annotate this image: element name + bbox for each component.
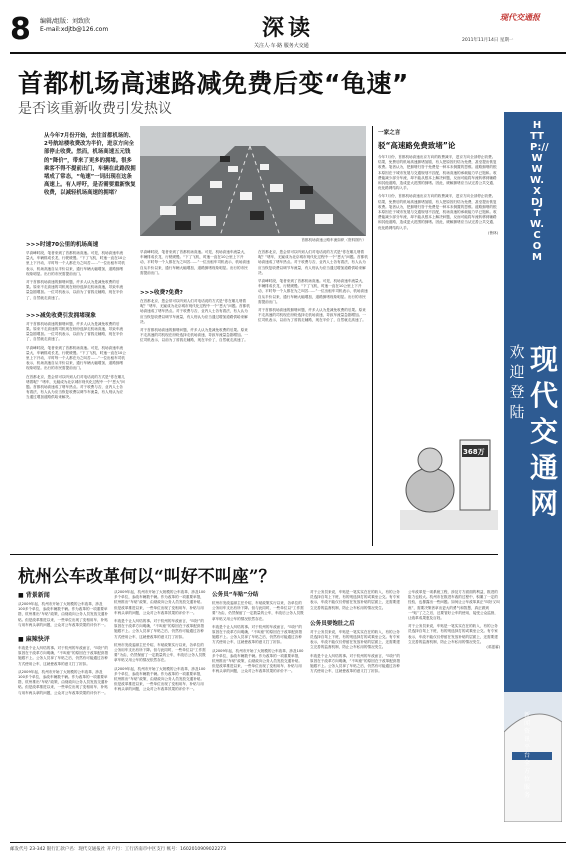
col3-subtitle: 公务员“车贴”分结: [212, 592, 259, 598]
banner-welcome: 欢迎登陆: [509, 343, 525, 421]
website-banner: [504, 112, 562, 822]
toll-illustration: [400, 420, 498, 530]
side-text: 今年7月份，首都机场高速出京方向的收费减半，进京方向全部停止收费。结果，免费后的机场高速拥堵加剧，有人把原因归结为免费，甚至提出恢复收费。笔者认为，把拥堵归咎于免费是一种本末倒置的思维。道路拥堵的根本原因在于城市发展与交通规划不匹配，机场高速的承载能力早已饱和。收费能减少部分车流，却不能从根本上解决问题，反而可能将车流转移到辅路和其他道路，造成更大范围的拥堵。因此，缓解拥堵应当从完善公共交通、优化路网结构入手。: [378, 155, 497, 191]
banner-motto: 新闻资讯平台 全方位服务: [523, 712, 530, 799]
col2b-text-b: 车改是个让人纠结的事。对于杭州的车改而言，“叫好”的原因在于改革方向明确，“不叫座”的原因在于改革配套措施跟不上。公务人员拿了车贴之后，仍然有可能通过各种方式使用公车，这就使改革的意义打了折扣。: [114, 619, 204, 639]
story2-col1: [18, 590, 108, 696]
s2-text-more: 在首都北京，您会常可以听到人们对电话说的方式是“你在哪儿堵着呢？”堵车，无疑成为北京城市现代化过程中一个“恶大”问题。首都机场高速成了堵车热点。对于收费与否，业内人士各有看法，有人认为应当恢复收费以调节车流量，有人则认为应当通过增加道路供给来解决。: [26, 374, 126, 400]
s2-text-cont: 早高峰时段，笔者来到了首都机场高速。可见，机场高速车流量大，车辆排成长龙，行驶缓慢。“下了飞机，时速一直在10公里上下开动，平时每一个人都在为之叫苦……”一位出租车司机表示，机场高速自从半价以来，通行车辆大幅增加，道路拥堵现象明显。出行的市民需提前出门。: [26, 345, 126, 371]
col2b-text-a: 从2009年起，杭州市开始了大规模的公车改革，涉及100多个单位，参改车辆数千辆。作为改革的一项重要举措，杭州推出“车贴”政策，由财政向公务人员发放交通补贴。但是改革推进以来，一些单位出现了变相用车、补贴与用车两头拿的问题，公众对公车改革效果的评价不一。: [114, 590, 206, 615]
bg-news-text: 从2009年起，杭州市开始了大规模的公车改革，涉及100多个单位，参改车辆数千辆。作为改革的一项重要举措，杭州推出“车贴”政策，由财政向公务人员发放交通补贴。但是改革推进以来，一些单位出现了变相用车、补贴与用车两头拿的问题，公众对公车改革效果的评价不一。: [18, 602, 108, 627]
story1-col2: [140, 250, 250, 344]
bg-news-tag: ■ 背景新闻: [18, 590, 108, 599]
s2-text: 对于首都机场高速的拥堵问题，许多人认为是减免收费的后果。原来不走高速的司机现在纷纷选择走机场高速，导致车流量急剧增加。一位司机表示，以前为了省钱走辅路，现在半价了，自然就走高速了。: [26, 321, 124, 342]
col2-text-a: 早高峰时段，笔者来到了首都机场高速。可见，机场高速车流量大，车辆排成长龙，行驶缓慢。“下了飞机，时速一直在10公里上下开动，平时每一个人都在为之叫苦……”一位出租车司机表示，机场高速自从半价以来，通行车辆大幅增加，道路拥堵现象明显。出行的市民需提前出门。: [140, 250, 250, 275]
s2-subtitle: >>>减免收费引发拥堵现象: [26, 312, 96, 319]
editor-email: E-mail:xdjtb@126.com: [40, 26, 109, 33]
banner-url: HTTP://WWW.XDJTW.COM: [530, 120, 549, 263]
story-divider: [10, 554, 498, 555]
column-divider: [372, 126, 373, 546]
comment-text: 车改是个让人纠结的事。对于杭州的车改而言，“叫好”的原因在于改革方向明确，“不叫座”的原因在于改革配套措施跟不上。公务人员拿了车贴之后，仍然有可能通过各种方式使用公车，这就使改革的意义打了折扣。: [18, 646, 108, 666]
section-title: 深读: [262, 15, 315, 41]
col2b-text-c: 杭州市发改委副主任介绍，车贴政策实行以来，各单位的公务用车支出有所下降。但与此同时，一些单位以“工作需要”为由，仍然保留了一定数量的公车，车改后公务人员既拿车贴又用公车的情况依然存在。: [114, 642, 206, 663]
col3-text-c: 对于首都机场高速的拥堵问题，许多人认为是减免收费的后果。原来不走高速的司机现在纷纷选择走机场高速，导致车流量急剧增加。一位司机表示，以前为了省钱走辅路，现在半价了，自然就走高速了。: [258, 308, 366, 323]
issue-date: 2011年11月14日 星期一: [462, 38, 514, 43]
photo-caption: 首都机场高速公路车流如织（资料图片）: [301, 238, 366, 242]
story2-author: (邓滋睿): [486, 645, 500, 650]
s1-text-cont: 对于首都机场高速的拥堵问题，许多人认为是减免收费的后果。原来不走高速的司机现在纷纷选择走机场高速，导致车流量急剧增加。一位司机表示，以前为了省钱走辅路，现在半价了，自然就走高速了。: [26, 280, 124, 300]
story1-col1: [26, 240, 126, 401]
s1-subtitle: >>>时速70公里的机场高速: [26, 242, 99, 248]
story2-col5: [408, 590, 500, 650]
s3-text-cont: 对于首都机场高速的拥堵问题，许多人认为是减免收费的后果。原来不走高速的司机现在纷纷选择走机场高速，导致车流量急剧增加。一位司机表示，以前为了省钱走辅路，现在半价了，自然就走高速了。: [140, 328, 248, 343]
story2-col3: [212, 590, 304, 675]
s3-subtitle: >>>收费?免费?: [140, 290, 183, 297]
newspaper-brand: 现代交通报: [500, 13, 540, 22]
col3-text-cont: 车改是个让人纠结的事。对于杭州的车改而言，“叫好”的原因在于改革方向明确，“不叫座”的原因在于改革配套措施跟不上。公务人员拿了车贴之后，仍然有可能通过各种方式使用公车，这就使改革的意义打了折扣。: [212, 624, 302, 645]
story1-headline: 首都机场高速路减免费后变“龟速”: [18, 69, 409, 98]
col3-text-a: 在首都北京，您会常可以听到人们对电话说的方式是“你在哪儿堵着呢？”堵车，无疑成为北京城市现代化过程中一个“恶大”问题。首都机场高速成了堵车热点。对于收费与否，业内人士各有看法，有人认为应当恢复收费以调节车流量，有人则认为应当通过增加道路供给来解决。: [258, 250, 368, 275]
story2-col4: [310, 590, 402, 674]
s3-text: 在首都北京，您会常可以听到人们对电话说的方式是“你在哪儿堵着呢？”堵车，无疑成为北京城市现代化过程中一个“恶大”问题。首都机场高速成了堵车热点。对于收费与否，业内人士各有看法，有人认为应当恢复收费以调节车流量，有人则认为应当通过增加道路供给来解决。: [140, 299, 250, 324]
story2-headline: 杭州公车改革何以“叫好不叫座”？: [18, 567, 276, 587]
col2b-text-d: 从2009年起，杭州市开始了大规模的公车改革，涉及100多个单位，参改车辆数千辆。作为改革的一项重要举措，杭州推出“车贴”政策，由财政向公务人员发放交通补贴。但是改革推进以来，一些单位出现了变相用车、补贴与用车两头拿的问题，公众对公车改革效果的评价不一。: [114, 666, 206, 692]
page-number: 8: [10, 12, 31, 47]
col5-text: 公车改革是一项系统工程，涉及方方面面的利益，推进的阻力也较大。杭州市在推进车改的过程中，积累了一定的经验，也暴露出一些问题。如何让公车改革真正“叫好又叫座”，需要决策者拿出更大的勇气和智慧，真正做到一“贴”了之之后，还要管好公车的使用，接受公众监督，让改革成果惠及百姓。: [408, 590, 500, 621]
s1-text: 早高峰时段，笔者来到了首都机场高速。可见，机场高速车流量大，车辆排成长龙，行驶缓慢。“下了飞机，时速一直在10公里上下开动，平时每一个人都在为之叫苦……”一位出租车司机表示，机场高速自从半价以来，通行车辆大幅增加，道路拥堵现象明显。出行的市民需提前出门。: [26, 251, 126, 276]
side-text-cont: 今年7月份，首都机场高速出京方向的收费减半，进京方向全部停止收费。结果，免费后的机场高速拥堵加剧，有人把原因归结为免费，甚至提出恢复收费。笔者认为，把拥堵归咎于免费是一种本末倒置的思维。道路拥堵的根本原因在于城市发展与交通规划不匹配，机场高速的承载能力早已饱和。收费能减少部分车流，却不能从根本上解决问题，反而可能将车流转移到辅路和其他道路，造成更大范围的拥堵。因此，缓解拥堵应当从完善公共交通、优化路网结构入手。: [378, 194, 497, 230]
comment-text-cont: 从2009年起，杭州市开始了大规模的公车改革，涉及100多个单位，参改车辆数千辆。作为改革的一项重要举措，杭州推出“车贴”政策，由财政向公务人员发放交通补贴。但是改革推进以来，一些单位出现了变相用车、补贴与用车两头拿的问题，公众对公车改革效果的评价不一。: [18, 669, 108, 695]
story1-subhead: 是否该重新收费引发热议: [18, 101, 172, 117]
footer-info: 邮发代号 23-342 银行汇款户名：现代交通报社 开户行：工行济南市中区支行 帐号：1602010909022273: [10, 847, 226, 852]
story1-col3: [258, 250, 368, 324]
footer-rule: [10, 842, 566, 843]
col3-text-b: 早高峰时段，笔者来到了首都机场高速。可见，机场高速车流量大，车辆排成长龙，行驶缓慢。“下了飞机，时速一直在10公里上下开动，平时每一个人都在为之叫苦……”一位出租车司机表示，机场高速自从半价以来，通行车辆大幅增加，道路拥堵现象明显。出行的市民需提前出门。: [258, 279, 368, 304]
side-title: 驳“高速路免费致堵”论: [378, 141, 456, 150]
highway-traffic-photo: [140, 126, 366, 236]
side-author: (鲁林): [488, 230, 498, 235]
train-graphic: [504, 692, 562, 822]
story2-col2: [114, 590, 206, 693]
col4-text-a: 对于公务员来说，车贴是一笔实实在在的收入，有的公务员选择自驾上下班，有的则选择打的或乘坐公交。有专家表示，车改不能仅仅停留在发放补贴的层面上，还需要建立完善的监督机制，防止公车私用的情况发生。: [310, 590, 400, 610]
section-slogan: 关注人·车·路 服务大交通: [254, 43, 309, 49]
comment-tag: ■ 麻辣快评: [18, 634, 108, 643]
story1-intro: 从今年7月份开始，去往首都机场的、2号航站楼收费改为半价，进京方向全部停止收费。然而，机场高速五元钱的“降价”，带来了更多的拥堵。很多乘客不得不提前出门，车辆在此路段拥堵成了常态，“龟速”一词出现在这条高速上。有人呼吁，是否需要重新恢复收费，以减轻机场高速的拥堵？: [44, 133, 136, 197]
col4-subtitle: 公务员要饱肚之后: [310, 620, 355, 627]
side-label: 一家之言: [378, 130, 401, 136]
editor-info: [40, 18, 108, 34]
illustration-number: 368万: [463, 448, 485, 456]
header-rule: [10, 52, 566, 54]
banner-site-name: 现代交通网: [529, 343, 558, 520]
col4-text-cont: 车改是个让人纠结的事。对于杭州的车改而言，“叫好”的原因在于改革方向明确，“不叫座”的原因在于改革配套措施跟不上。公务人员拿了车贴之后，仍然有可能通过各种方式使用公车，这就使改革的意义打了折扣。: [310, 653, 400, 674]
col4-text: 对于公务员来说，车贴是一笔实实在在的收入，有的公务员选择自驾上下班，有的则选择打的或乘坐公交。有专家表示，车改不能仅仅停留在发放补贴的层面上，还需要建立完善的监督机制，防止公车私用的情况发生。: [310, 629, 400, 650]
editor-name: 编辑/组版：刘致欣: [40, 18, 91, 25]
side-commentary: [378, 128, 498, 236]
col3-text-more: 从2009年起，杭州市开始了大规模的公车改革，涉及100多个单位，参改车辆数千辆。作为改革的一项重要举措，杭州推出“车贴”政策，由财政向公务人员发放交通补贴。但是改革推进以来，一些单位出现了变相用车、补贴与用车两头拿的问题，公众对公车改革效果的评价不一。: [212, 648, 304, 674]
col3-text: 杭州市发改委副主任介绍，车贴政策实行以来，各单位的公务用车支出有所下降。但与此同时，一些单位以“工作需要”为由，仍然保留了一定数量的公车，车改后公务人员既拿车贴又用公车的情况依然存在。: [212, 601, 304, 621]
col5-text-cont: 对于公务员来说，车贴是一笔实实在在的收入，有的公务员选择自驾上下班，有的则选择打的或乘坐公交。有专家表示，车改不能仅仅停留在发放补贴的层面上，还需要建立完善的监督机制，防止公车私用的情况发生。: [408, 624, 498, 644]
